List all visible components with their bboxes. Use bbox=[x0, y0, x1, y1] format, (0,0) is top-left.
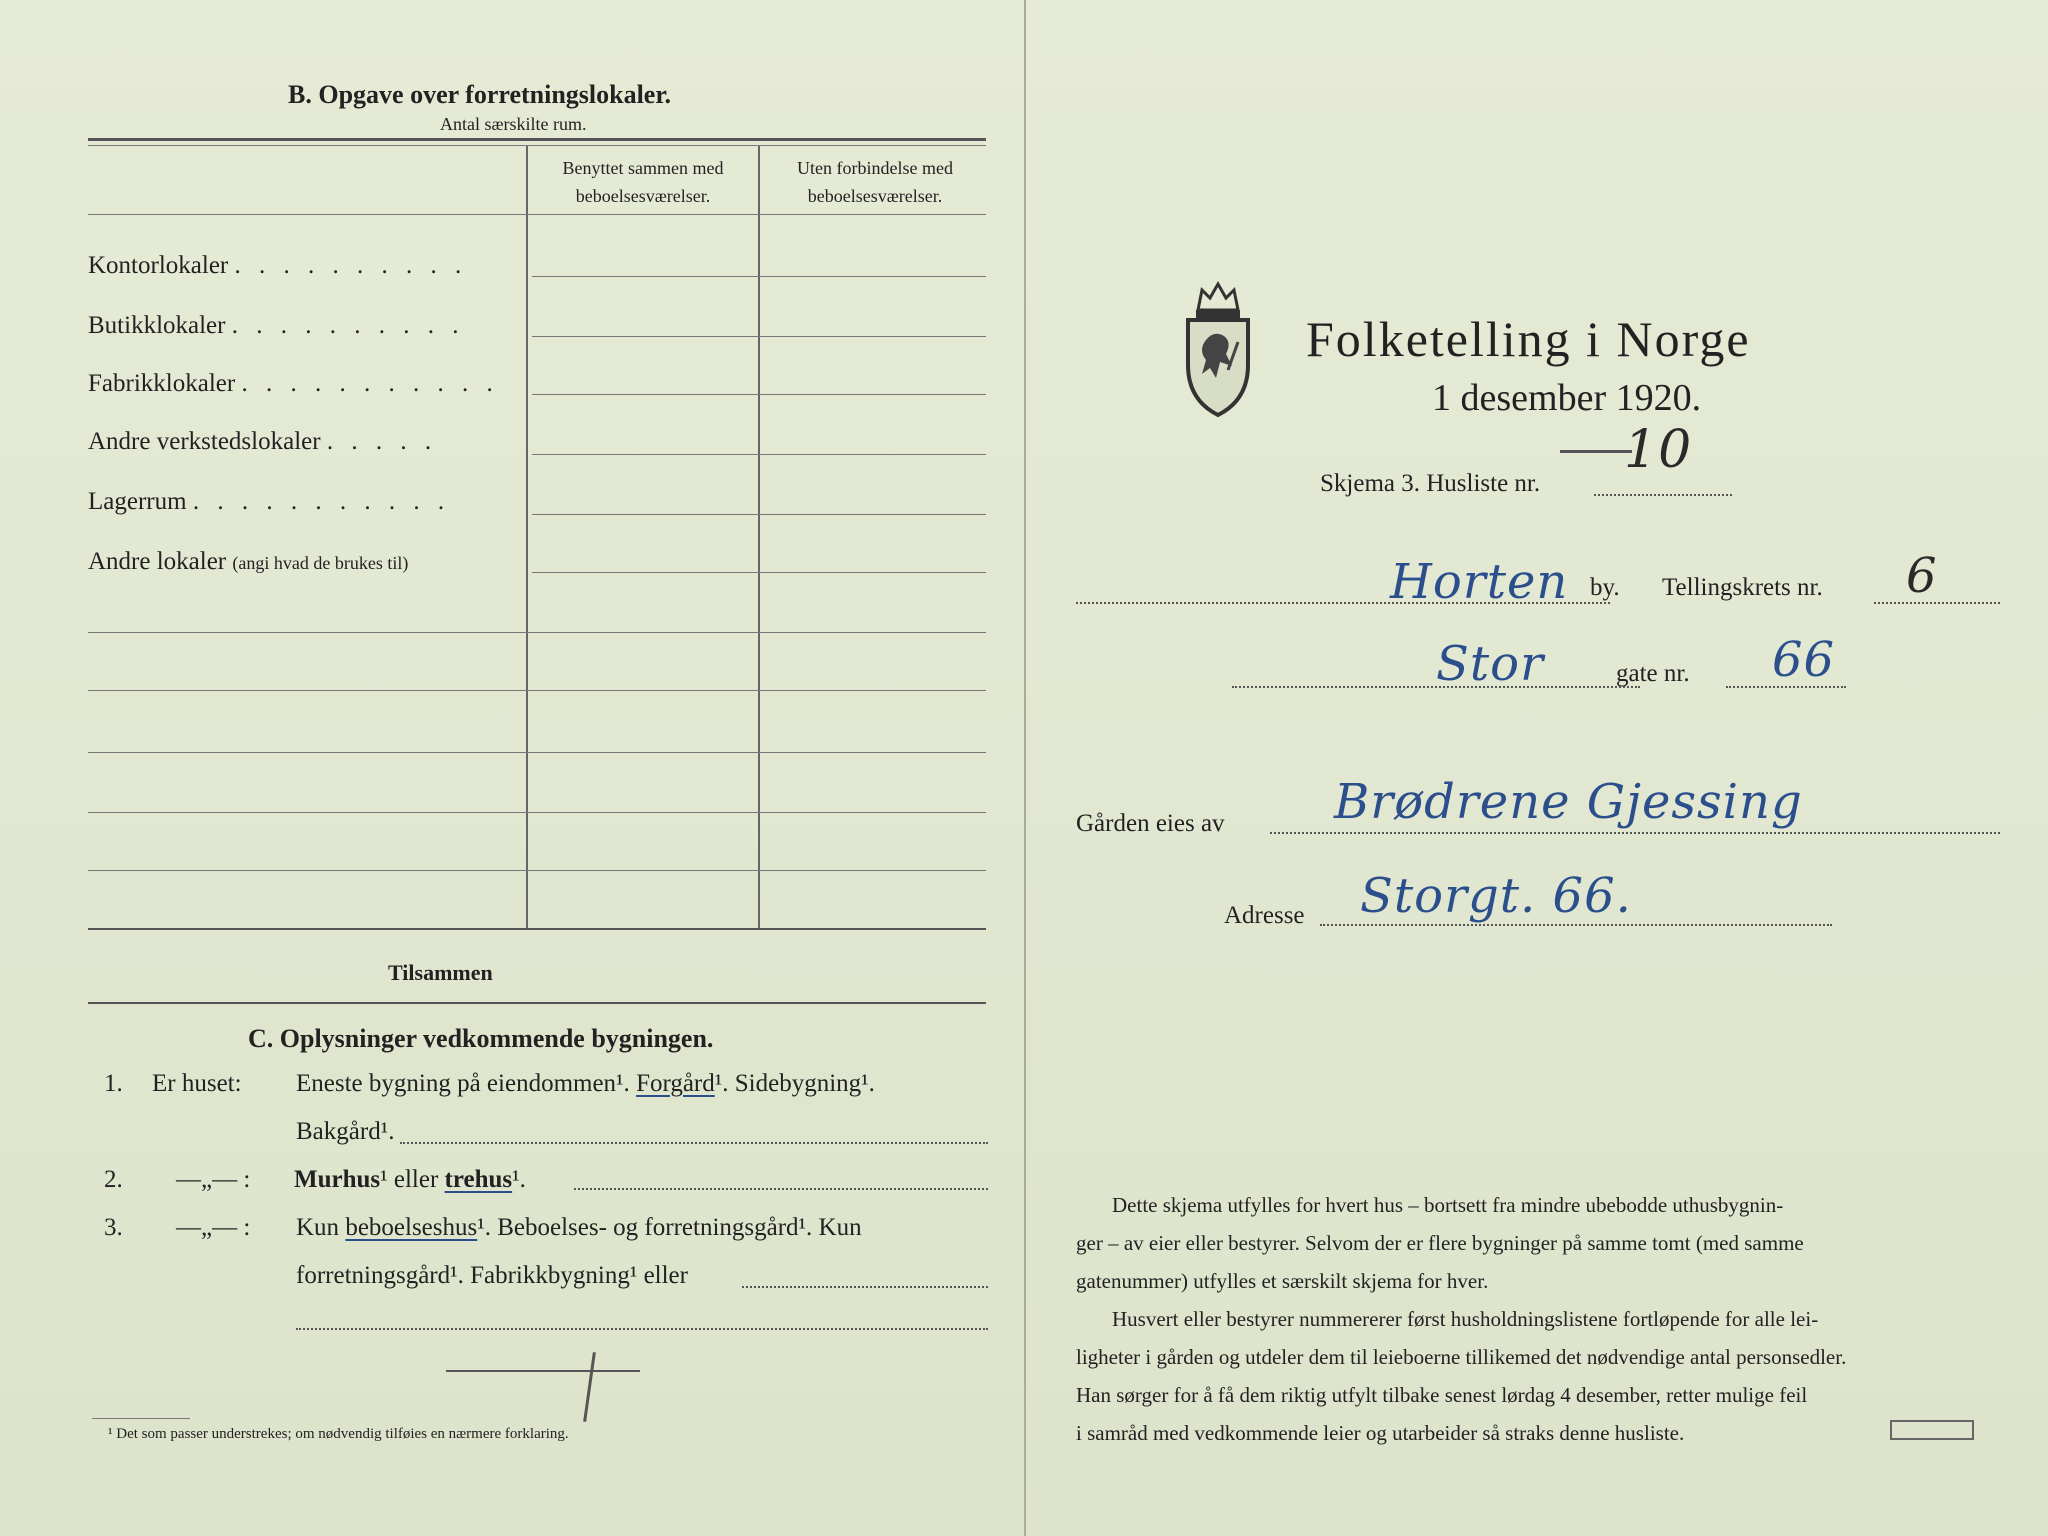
row-label-lagerrum: Lagerrum . . . . . . . . . . . bbox=[88, 488, 451, 515]
footnote: ¹ Det som passer understrekes; om nødvendig tilføies en nærmere forklaring. bbox=[108, 1426, 569, 1442]
item1-question: Er huset: bbox=[152, 1070, 242, 1097]
total-rule bbox=[88, 928, 986, 930]
instruction-line: ligheter i gården og utdeler dem til leieboerne tillikemed det nødvendige antal personsedler. bbox=[1076, 1345, 1847, 1369]
pencil-mark bbox=[583, 1352, 596, 1422]
street-value: Stor bbox=[1436, 636, 1545, 692]
owner-line bbox=[1270, 832, 2000, 834]
husliste-line bbox=[1594, 494, 1732, 496]
gate-label: gate nr. bbox=[1616, 660, 1690, 687]
table-col-divider-2 bbox=[758, 146, 760, 928]
instruction-line: Dette skjema utfylles for hvert hus – bortsett fra mindre ubebodde uthusbygnin- bbox=[1112, 1193, 1784, 1217]
dash-before-number bbox=[1560, 450, 1632, 453]
cell-rule bbox=[532, 336, 986, 337]
item2-fill-line bbox=[574, 1188, 988, 1190]
item1-number: 1. bbox=[104, 1070, 123, 1097]
cell-rule bbox=[88, 812, 986, 813]
row-label-kontorlokaler: Kontorlokaler . . . . . . . . . . bbox=[88, 252, 468, 279]
form-title: Folketelling i Norge bbox=[1306, 311, 1751, 367]
item3-options: Kun beboelseshus¹. Beboelses- og forretningsgård¹. Kun bbox=[296, 1214, 862, 1241]
cell-rule bbox=[88, 690, 986, 691]
gate-number: 66 bbox=[1772, 632, 1836, 688]
section-c-title: C. Oplysninger vedkommende bygningen. bbox=[248, 1024, 714, 1053]
owner-value: Brødrene Gjessing bbox=[1334, 774, 1803, 830]
address-value: Storgt. 66. bbox=[1360, 868, 1632, 924]
street-line bbox=[1232, 686, 1640, 688]
total-label: Tilsammen bbox=[388, 960, 493, 985]
norwegian-coat-of-arms-icon bbox=[1180, 270, 1256, 420]
instruction-line: Han sørger for å få dem riktig utfylt tilbake senest lørdag 4 desember, retter mulige feil bbox=[1076, 1383, 1808, 1407]
cell-rule bbox=[88, 870, 986, 871]
item1-fill-line bbox=[400, 1142, 988, 1144]
printer-stamp bbox=[1890, 1420, 1974, 1440]
item3-fill-line-2 bbox=[296, 1328, 988, 1330]
owner-label: Gården eies av bbox=[1076, 810, 1225, 837]
item2-number: 2. bbox=[104, 1166, 123, 1193]
gate-nr-line bbox=[1726, 686, 1846, 688]
row-label-butikklokaler: Butikklokaler . . . . . . . . . . bbox=[88, 312, 465, 339]
table-col-divider-1 bbox=[526, 146, 528, 928]
section-b-title: B. Opgave over forretningslokaler. bbox=[288, 80, 672, 109]
col1-header: Benyttet sammen med beboelsesværelser. bbox=[562, 158, 724, 206]
cell-rule bbox=[532, 572, 986, 573]
krets-label: Tellingskrets nr. bbox=[1662, 574, 1823, 601]
row-label-fabrikklokaler: Fabrikklokaler . . . . . . . . . . . bbox=[88, 370, 499, 397]
section-b-subtitle: Antal særskilte rum. bbox=[440, 114, 587, 134]
cell-rule bbox=[88, 632, 986, 633]
cell-rule bbox=[88, 752, 986, 753]
cell-rule bbox=[532, 514, 986, 515]
item3-number: 3. bbox=[104, 1214, 123, 1241]
schema-label: Skjema 3. Husliste nr. bbox=[1320, 470, 1541, 497]
address-label: Adresse bbox=[1224, 902, 1305, 929]
city-label: by. bbox=[1590, 574, 1620, 601]
husliste-number: 10 bbox=[1624, 420, 1693, 480]
item2-options: Murhus¹ eller trehus¹. bbox=[294, 1166, 526, 1193]
address-line bbox=[1320, 924, 1832, 926]
right-page bbox=[1026, 0, 2048, 1536]
cell-rule bbox=[532, 394, 986, 395]
cell-rule bbox=[532, 276, 986, 277]
city-line bbox=[1076, 602, 1610, 604]
instruction-line: Husvert eller bestyrer nummererer først husholdningslistene fortløpende for alle lei- bbox=[1112, 1307, 1819, 1331]
krets-line bbox=[1874, 602, 2000, 604]
cell-rule bbox=[532, 454, 986, 455]
table-top-rule-thin bbox=[88, 145, 986, 146]
instruction-line: i samråd med vedkommende leier og utarbeider så straks denne husliste. bbox=[1076, 1421, 1685, 1445]
instruction-line: ger – av eier eller bestyrer. Selvom der er flere bygninger på samme tomt (med samme bbox=[1076, 1231, 1804, 1255]
item1-bakgard: Bakgård¹. bbox=[296, 1118, 395, 1145]
row-label-andre-verksteds: Andre verkstedslokaler . . . . . bbox=[88, 428, 438, 455]
instruction-line: gatenummer) utfylles et særskilt skjema for hver. bbox=[1076, 1269, 1489, 1293]
item2-question: —„— : bbox=[176, 1166, 251, 1193]
col2-header: Uten forbindelse med beboelsesværelser. bbox=[797, 158, 953, 206]
form-date: 1 desember 1920. bbox=[1432, 377, 1702, 419]
footnote-rule bbox=[92, 1418, 190, 1419]
item3-fill-line bbox=[742, 1286, 988, 1288]
item3-question: —„— : bbox=[176, 1214, 251, 1241]
instructions bbox=[1076, 1186, 2006, 1452]
header-rule bbox=[88, 214, 986, 215]
item3-options-cont: forretningsgård¹. Fabrikkbygning¹ eller bbox=[296, 1262, 688, 1289]
item1-options: Eneste bygning på eiendommen¹. Forgård¹. Sidebygning¹. bbox=[296, 1070, 875, 1097]
table-bottom-rule bbox=[88, 1002, 986, 1004]
table-top-rule bbox=[88, 138, 986, 141]
signature-rule bbox=[446, 1370, 640, 1372]
row-label-andre-lokaler: Andre lokaler (angi hvad de brukes til) bbox=[88, 548, 409, 575]
krets-value: 6 bbox=[1906, 548, 1938, 604]
city-value: Horten bbox=[1390, 554, 1569, 610]
